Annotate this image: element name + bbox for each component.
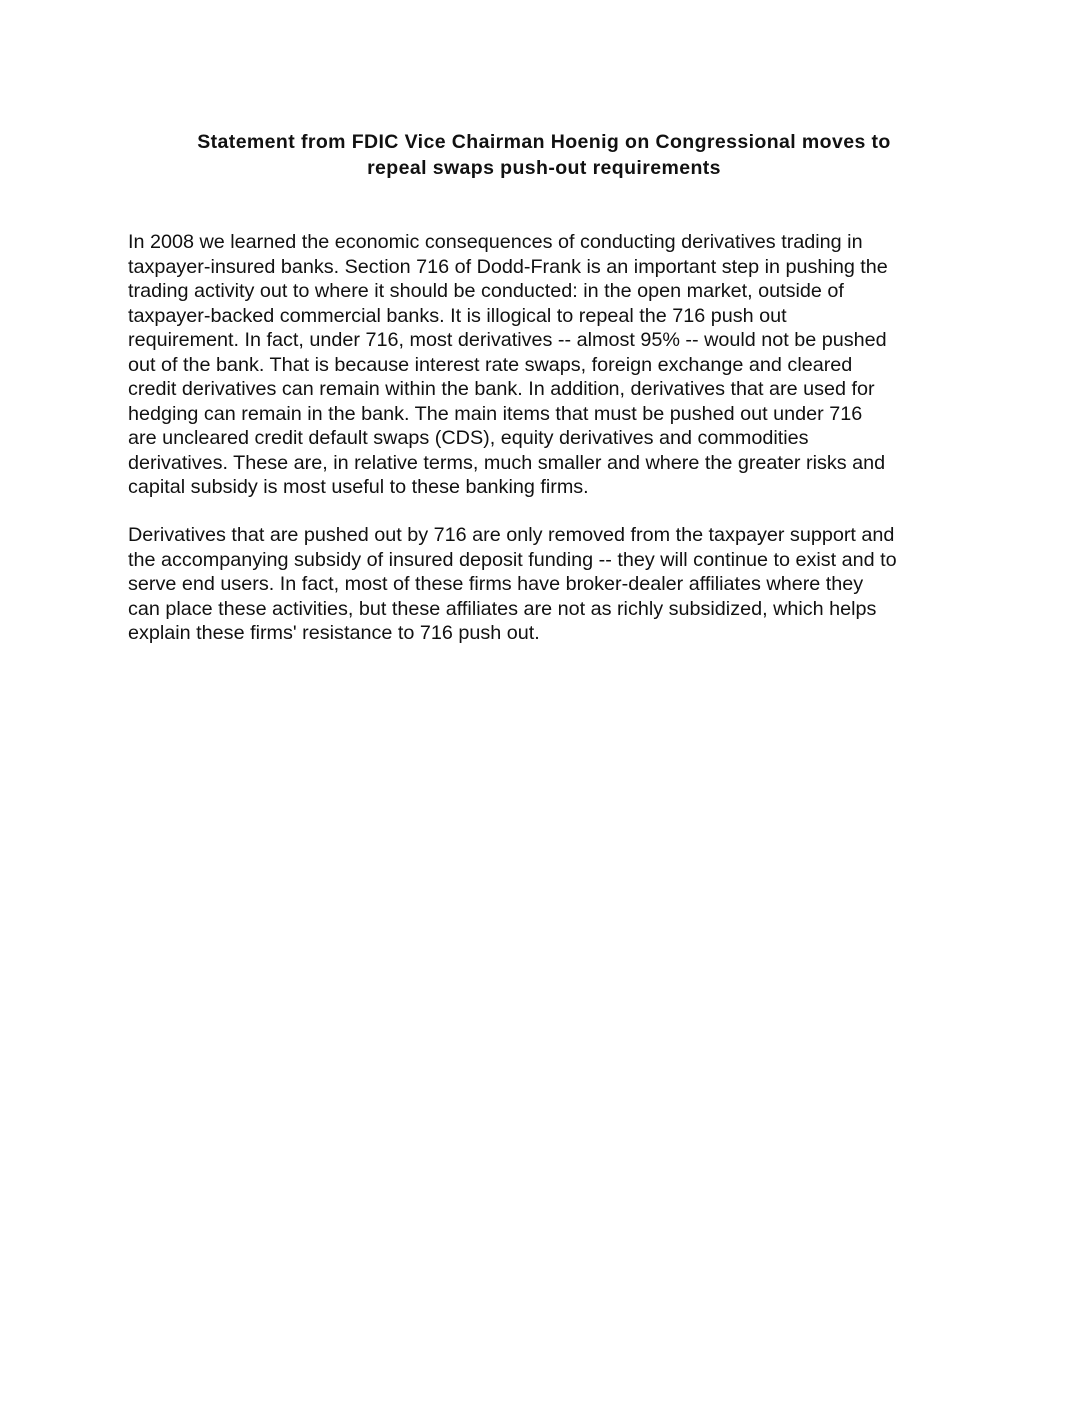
paragraph-line: requirement. In fact, under 716, most derivatives -- almost 95% -- would not be pushed <box>128 329 887 351</box>
paragraph-line: derivatives. These are, in relative terms, much smaller and where the greater risks and <box>128 451 886 474</box>
paragraph-line: hedging can remain in the bank. The main items that must be pushed out under 716 <box>128 402 863 425</box>
title-line: repeal swaps push-out requirements <box>367 157 721 179</box>
paragraph-line: are uncleared credit default swaps (CDS), equity derivatives and commodities <box>128 427 809 449</box>
paragraph-line: taxpayer-backed commercial banks. It is illogical to repeal the 716 push out <box>128 304 787 327</box>
paragraph-line: trading activity out to where it should be conducted: in the open market, outside of <box>128 280 844 302</box>
title-line: Statement from FDIC Vice Chairman Hoenig on Congressional moves to <box>197 131 891 153</box>
paragraph-line: Derivatives that are pushed out by 716 are only removed from the taxpayer support and <box>128 524 895 546</box>
paragraph-line: out of the bank. That is because interest rate swaps, foreign exchange and cleared <box>128 353 853 376</box>
paragraph-line: credit derivatives can remain within the bank. In addition, derivatives that are used for <box>128 378 875 400</box>
paragraph-line: the accompanying subsidy of insured deposit funding -- they will continue to exist and to <box>128 548 897 571</box>
paragraph-line: taxpayer-insured banks. Section 716 of Dodd-Frank is an important step in pushing the <box>128 255 888 278</box>
paragraph-line: In 2008 we learned the economic consequences of conducting derivatives trading in <box>128 231 863 253</box>
paragraph-line: serve end users. In fact, most of these firms have broker-dealer affiliates where they <box>128 573 864 595</box>
body-paragraph-1 <box>128 230 988 500</box>
document-title <box>120 129 968 181</box>
body-paragraph-2 <box>128 523 988 646</box>
paragraph-line: can place these activities, but these affiliates are not as richly subsidized, which helps <box>128 597 877 620</box>
paragraph-line: explain these firms' resistance to 716 push out. <box>128 622 540 644</box>
paragraph-line: capital subsidy is most useful to these banking firms. <box>128 476 589 498</box>
